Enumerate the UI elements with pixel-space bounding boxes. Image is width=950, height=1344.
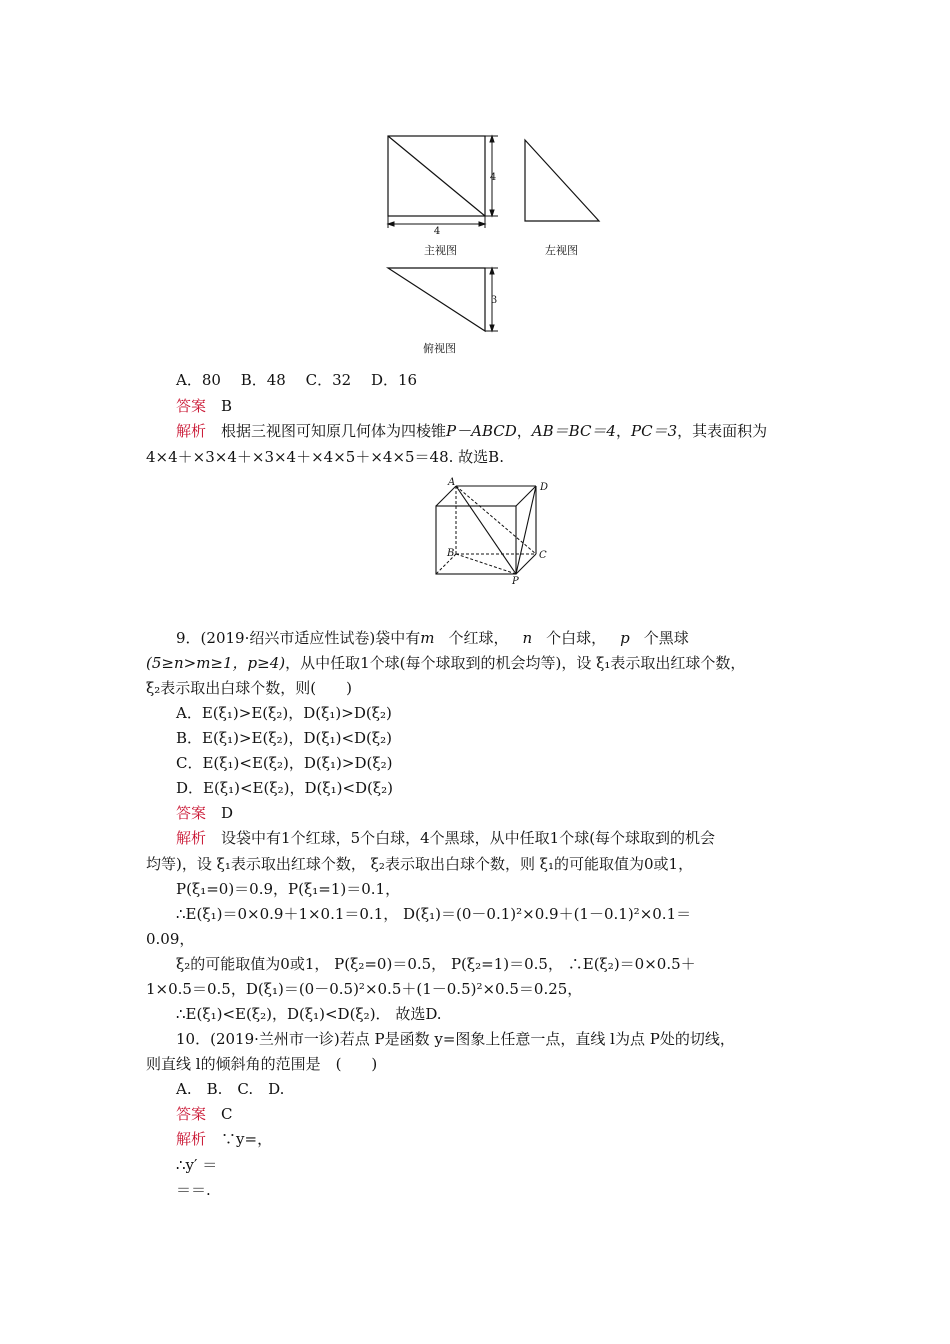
top-view	[388, 268, 485, 331]
q9-analysis-line8: ∴E(ξ₁)<E(ξ₂)，D(ξ₁)<D(ξ₂)． 故选D.	[176, 1005, 442, 1023]
q9-analysis-line2: 均等)，设 ξ₁表示取出红球个数， ξ₂表示取出白球个数，则 ξ₁的可能取值为0或1，	[146, 855, 694, 873]
top-view-caption: 俯视图	[423, 342, 456, 355]
side-view	[525, 140, 599, 221]
width-label: 4	[433, 226, 441, 237]
vertex-C: C	[539, 550, 547, 561]
q9-stem-line2: (5≥n>m≥1，p≥4)，从中任取1个球(每个球取到的机会均等)，设 ξ₁表示取出红球个数，	[146, 654, 746, 672]
q9-analysis-line7: 1×0.5＝0.5，D(ξ₁)＝(0－0.5)²×0.5＋(1－0.5)²×0.5＝0.25，	[146, 980, 583, 998]
three-view-figure	[380, 128, 620, 338]
analysis-label: 解析	[176, 829, 207, 847]
vertex-B: B	[447, 548, 455, 559]
q8-answer: 答案 B	[176, 397, 233, 415]
q8-analysis-line2: 4×4＋×3×4＋×3×4＋×4×5＋×4×5＝48. 故选B.	[146, 448, 504, 466]
answer-label: 答案	[176, 1105, 207, 1123]
q9-option-a: A．E(ξ₁)>E(ξ₂)，D(ξ₁)>D(ξ₂)	[176, 704, 392, 722]
q10-analysis-line1: 解析 ∵y=，	[176, 1130, 273, 1148]
q9-analysis-line5: 0.09，	[146, 930, 195, 948]
height-label: 4	[489, 172, 497, 183]
q8-analysis-line1: 解析 根据三视图可知原几何体为四棱锥P－ABCD，AB＝BC＝4，PC＝3，其表面积为	[176, 422, 768, 440]
side-view-caption: 左视图	[545, 244, 578, 257]
q10-stem-line1: 10．(2019·兰州市一诊)若点 P是函数 y=图象上任意一点，直线 l为点 P处的切线，	[176, 1030, 735, 1048]
depth-label: 3	[490, 295, 498, 306]
front-view	[388, 136, 485, 216]
q9-option-d: D．E(ξ₁)<E(ξ₂)，D(ξ₁)<D(ξ₂)	[176, 779, 394, 797]
q10-analysis-line3: ＝＝.	[176, 1181, 211, 1199]
vertex-A: A	[448, 477, 456, 488]
q9-analysis-line1: 解析 设袋中有1个红球，5个白球，4个黑球，从中任取1个球(每个球取到的机会	[176, 829, 716, 847]
q10-stem-line2: 则直线 l的倾斜角的范围是 ( )	[146, 1055, 378, 1073]
answer-label: 答案	[176, 804, 207, 822]
answer-label: 答案	[176, 397, 207, 415]
q9-option-c: C．E(ξ₁)<E(ξ₂)，D(ξ₁)>D(ξ₂)	[176, 754, 393, 772]
q10-options: A. B. C. D.	[176, 1080, 285, 1098]
vertex-D: D	[540, 482, 549, 493]
q9-stem-line3: ξ₂表示取出白球个数，则( )	[146, 679, 352, 697]
q10-analysis-line2: ∴y′ ＝	[176, 1156, 218, 1174]
q9-analysis-line6: ξ₂的可能取值为0或1， P(ξ₂=0)＝0.5， P(ξ₂=1)＝0.5， ∴E(ξ₂)＝0×0.5＋	[176, 955, 696, 973]
analysis-label: 解析	[176, 1130, 207, 1148]
q9-analysis-line3: P(ξ₁=0)＝0.9，P(ξ₁=1)＝0.1，	[176, 880, 401, 898]
q9-analysis-line4: ∴E(ξ₁)＝0×0.9＋1×0.1＝0.1， D(ξ₁)＝(0－0.1)²×0.9＋(1－0.1)²×0.1＝	[176, 905, 692, 923]
q9-stem-line1: 9．(2019·绍兴市适应性试卷)袋中有m 个红球， n 个白球， p 个黑球	[176, 629, 689, 647]
q9-answer: 答案 D	[176, 804, 234, 822]
vertex-P: P	[512, 576, 519, 586]
q10-answer: 答案 C	[176, 1105, 233, 1123]
q8-options: A．80 B．48 C．32 D．16	[176, 371, 418, 389]
front-view-caption: 主视图	[424, 244, 457, 257]
cube-figure	[428, 474, 558, 586]
analysis-label: 解析	[176, 422, 207, 440]
q9-option-b: B．E(ξ₁)>E(ξ₂)，D(ξ₁)<D(ξ₂)	[176, 729, 393, 747]
